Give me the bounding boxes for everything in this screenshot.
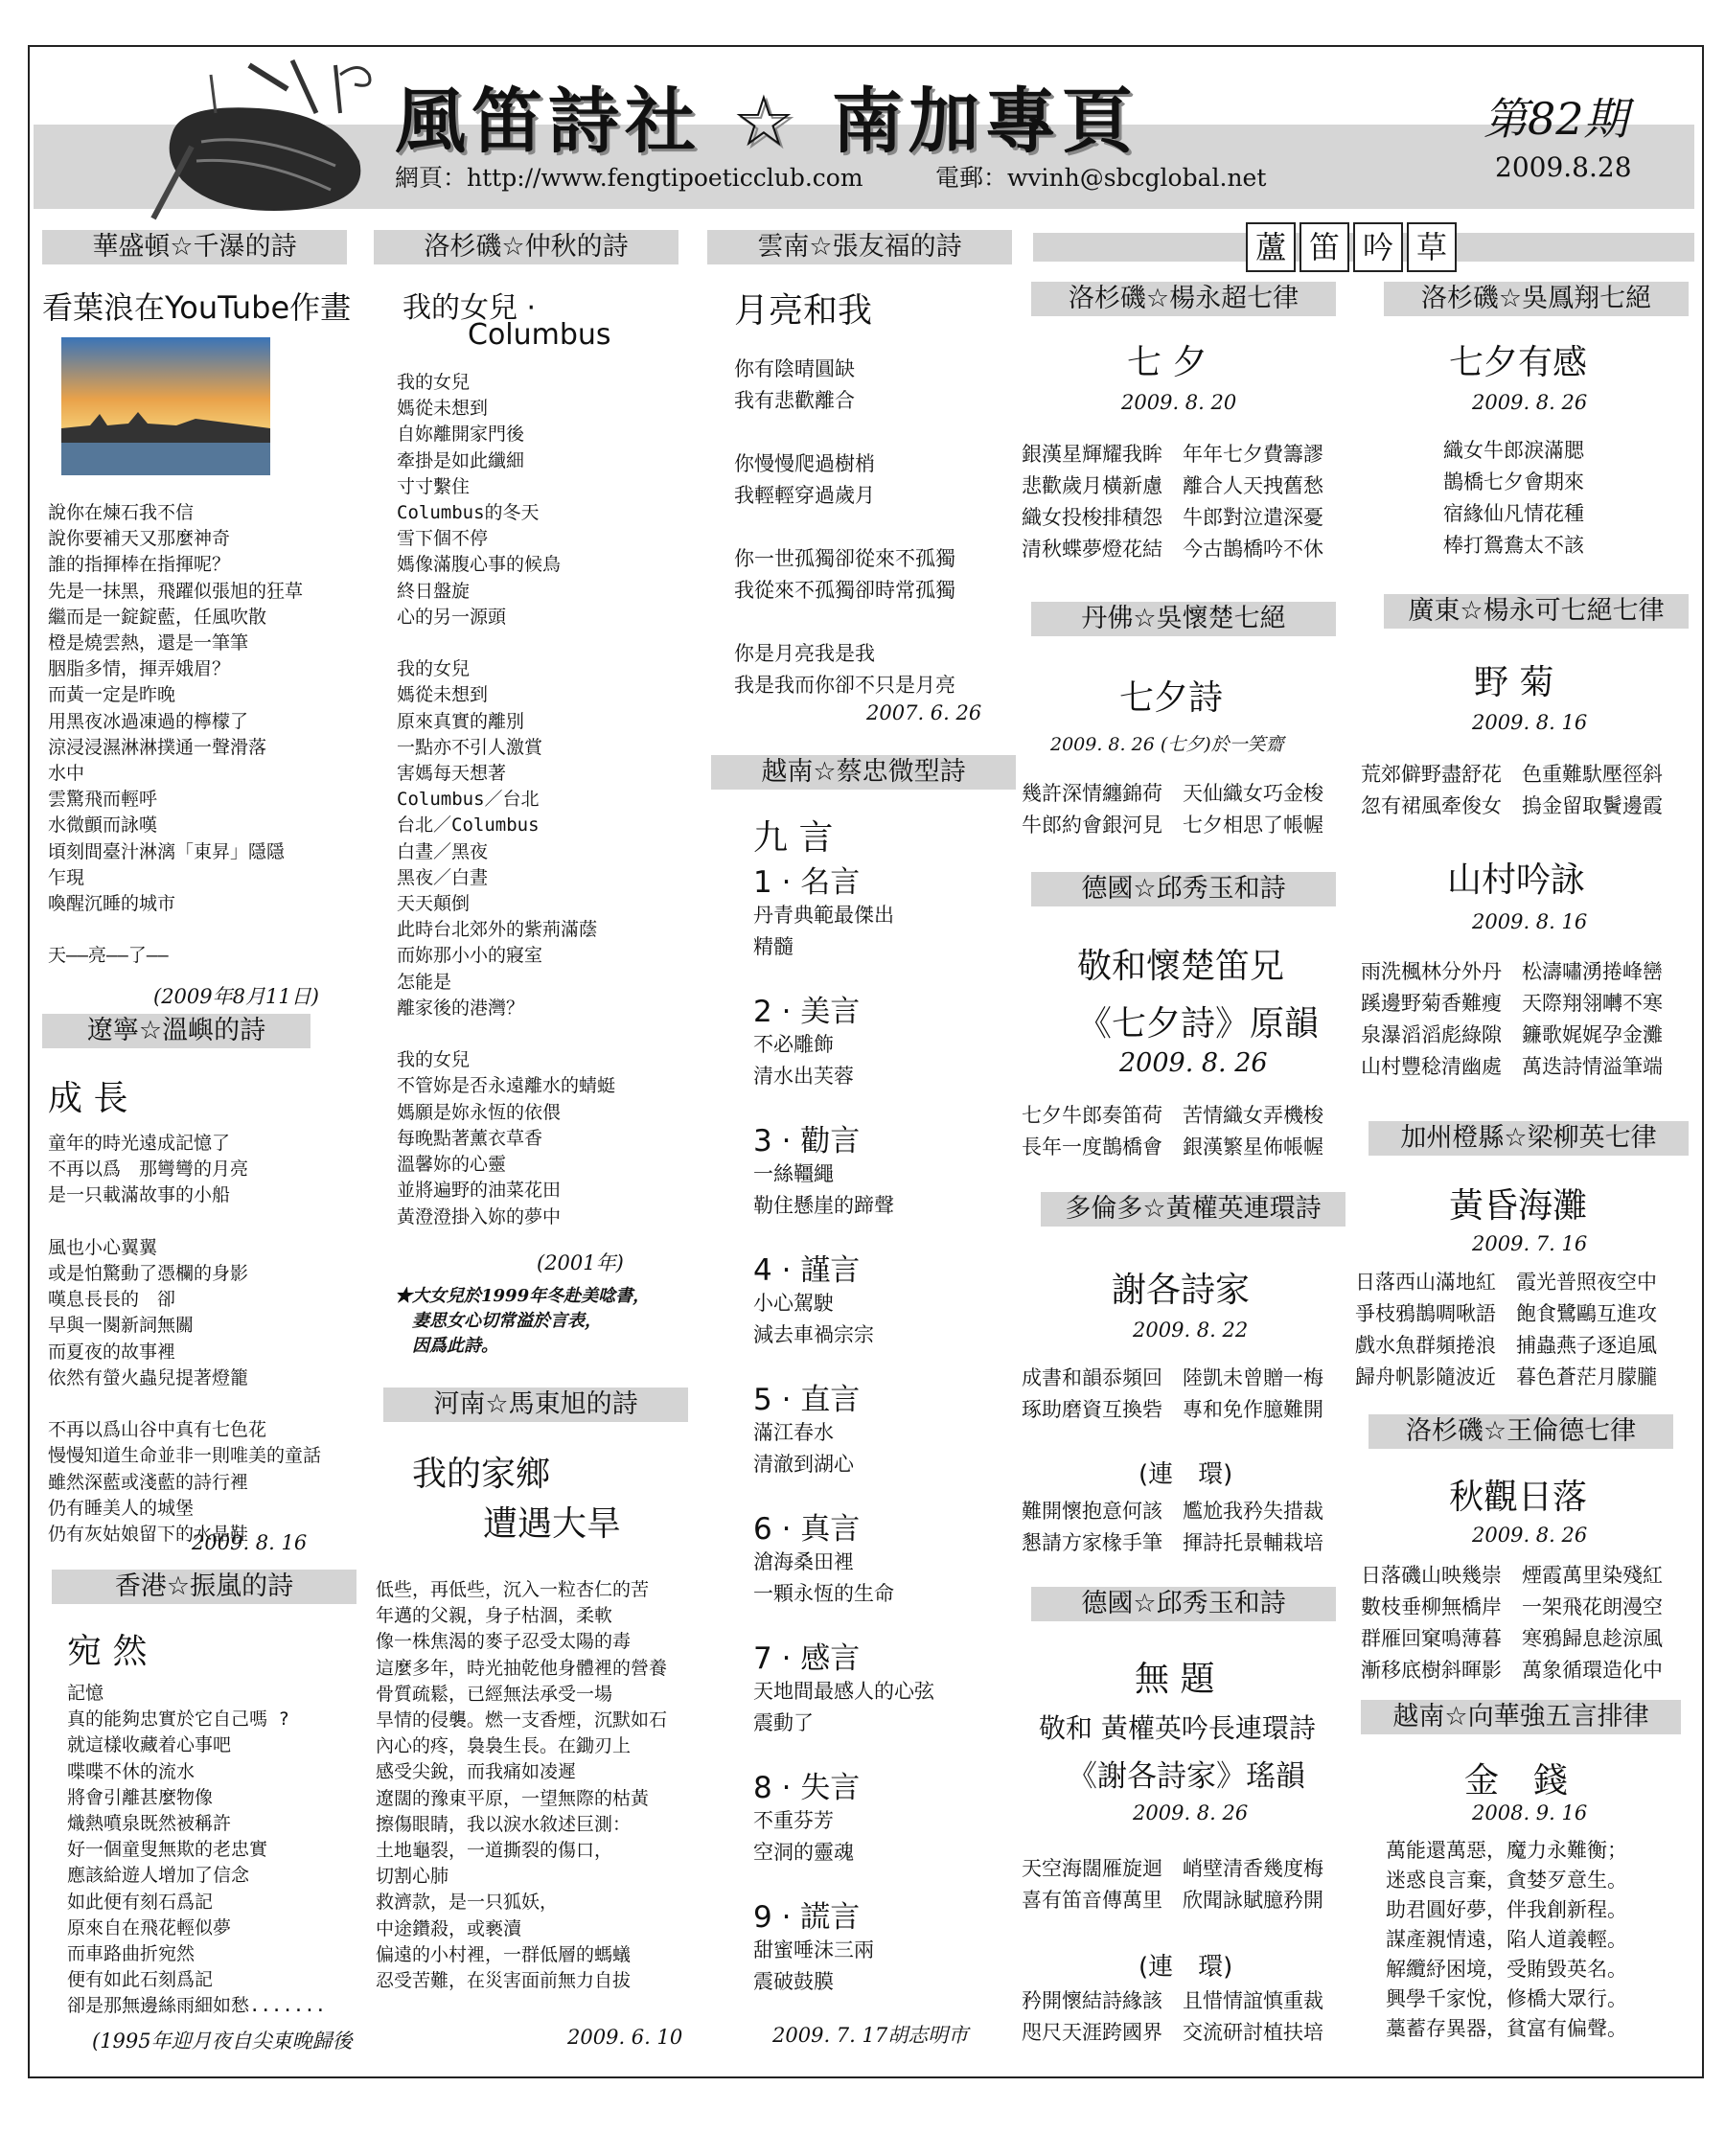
poem-date: 2009. 8. 26 [1472,1524,1588,1547]
poem-body: 成書和韻忝頻回 陸凱未曾贈一梅 琢助磨資互換砦 專和免作臆難開 [1022,1366,1323,1421]
section-heading: 多倫多☆黃權英連環詩 [1041,1192,1346,1227]
section-heading: 洛杉磯☆吳鳳翔七絕 [1384,282,1689,316]
microverse-body: 不必雕飾 清水出芙蓉 [753,1033,854,1088]
poem-date: 2009. 8. 22 [1133,1319,1249,1342]
poem-body: 說你在煉石我不信 說你要補天又那麼神奇 誰的指揮棒在指揮呢？ 先是一抹黑，飛躍似張旭的狂草 繼而是一錠錠藍，任風吹散 橙是燒雲熱，還是一筆筆 胭脂多情，揮弄娥眉？ 而黃一定是昨晚 用黑夜冰過凍過的檸檬了 涼浸浸濕淋淋撲通一聲滑落 水中 雲驚飛而輕呼 水微顫而詠嘆 頃刻間臺汁淋漓「東昇」隱隱 乍現 喚醒沉睡的城市 天——亮——了—— [48,502,304,967]
poem-title: 我的女兒 · [402,291,537,325]
poem-date: 2009. 6. 10 [567,2026,683,2049]
section-heading: 香港☆振嵐的詩 [52,1570,356,1604]
poem-title: 金 錢 [1464,1761,1569,1800]
section-heading: 德國☆邱秀玉和詩 [1031,1587,1336,1621]
bagpipe-icon [144,56,374,223]
microverse-body: 一絲韁繩 勒住懸崖的蹄聲 [753,1162,894,1217]
microverse-heading: 4 · 謹言 [753,1253,861,1288]
poem-date: 2009. 8. 16 [1472,711,1588,734]
poem-body: 日落磯山映幾崇 煙霞萬里染殘紅 數枝垂柳無橋岸 一架飛花朗漫空 群雁回窠鳴薄暮 寒鴉歸息趁涼風 漸移底樹斜暉影 萬象循環造化中 [1361,1564,1663,1682]
section-heading: 雲南☆張友福的詩 [707,230,1012,264]
issue-date: 2009.8.28 [1495,151,1632,183]
poem-date: (2001年) [537,1251,624,1274]
poem-body: 難開懷抱意何該 尷尬我矜失措裁 懇請方家椽手筆 揮詩托景輔栽培 [1022,1500,1323,1554]
poem-title: 七夕有感 [1449,343,1588,382]
poem-date: 2008. 9. 16 [1472,1801,1588,1824]
poem-title: 秋觀日落 [1449,1478,1588,1517]
section-heading: 丹佛☆吳懷楚七絕 [1031,602,1336,636]
microverse-heading: 6 · 真言 [753,1512,861,1547]
section-heading: 華盛頓☆千瀑的詩 [42,230,347,264]
microverse-heading: 2 · 美言 [753,995,861,1029]
poem-title: 七夕詩 [1119,678,1224,718]
website-link[interactable]: 網頁：http://www.fengtipoeticclub.com [395,164,863,192]
poem-date: (1995年迎月夜自尖東晚歸後 [92,2030,353,2053]
poem-date: 2009. 8. 16 [192,1531,308,1554]
microverse-heading: 7 · 感言 [753,1641,861,1676]
poem-title-line2: 敬和 黃權英吟長連環詩 [1039,1712,1316,1744]
poem-date: 2009. 7. 16 [1472,1232,1588,1255]
section-heading: 越南☆向華強五言排律 [1361,1700,1681,1734]
poem-title-line2: 《七夕詩》原韻 [1077,1004,1320,1044]
poem-body: 雨洗楓林分外丹 松濤嘯湧捲峰巒 蹊邊野菊香難瘦 天際翔翎囀不寒 泉瀑滔滔彪綠隙 鐮歌娓娓孕金灘 山村豐稔清幽處 萬迭詩情溢筆端 [1361,960,1663,1078]
poem-body: 荒郊僻野盡舒花 色重難馱壓徑斜 忽有裙風牽俊女 摀金留取鬢邊霞 [1361,763,1663,817]
page-title: 風笛詩社 ☆ 南加專頁 [395,80,1138,163]
poem-title: 謝各詩家 [1112,1271,1251,1310]
poem-title-line2: 遭遇大旱 [483,1504,622,1544]
ludi-char: 笛 [1300,222,1349,272]
poem-body: 記憶 真的能夠忠實於它自己嗎 ? 就這樣收藏着心事吧 喋喋不休的流水 將會引離甚麼物像 熾熱噴泉既然被稱許 好一個童叟無欺的老忠實 應該給遊人增加了信念 如此便有刻石爲記 原來自在飛花輕似夢 而車路曲折宛然 便有如此石刻爲記 卻是那無邊絲雨細如愁....... [67,1683,327,2017]
poem-date: 2009. 8. 26 (七夕)於一笑齋 [1050,734,1284,755]
poem-title: 看葉浪在YouTube作畫 [42,289,352,326]
issue-number: 第82期 [1484,93,1628,145]
linked-verse-label: (連 環) [1138,1953,1233,1982]
poem-body: 低些，再低些，沉入一粒杏仁的苦 年邁的父親，身子枯涸，柔軟 像一株焦渴的麥子忍受太陽的毒 這麼多年，時光抽乾他身體裡的營養 骨質疏鬆，已經無法承受一場 旱情的侵襲。燃一支香煙，沉默如石 內心的疼，裊裊生長。在鋤刃上 感受尖銳，而我痛如凌遲 遼闊的豫東平原，一望無際的枯黃 擦傷眼睛，我以淚水敘述巨測： 土地龜裂，一道撕裂的傷口， 切割心肺 救濟款，是一只狐妖， 中途鑽殺，或褻瀆 偏遠的小村裡，一群低層的螞蟻 忍受苦難，在災害面前無力自拔 [376,1579,668,1992]
poem-body: 幾許深情纏錦荷 天仙織女巧金梭 牛郎約會銀河見 七夕相思了帳幄 [1022,782,1323,837]
microverse-body: 滿江春水 清澈到湖心 [753,1421,854,1476]
poem-title: 九 言 [753,818,834,858]
microverse-body: 滄海桑田裡 一顆永恆的生命 [753,1550,894,1605]
poem-body: 七夕牛郎奏笛荷 苦情織女弄機梭 長年一度鵲橋會 銀漢繁星佈帳幄 [1022,1104,1323,1158]
poem-body: 萬能還萬惡，魔力永難衡； 迷惑良言棄，貪婪歹意生。 助君圓好夢，伴我創新程。 謀產親情遠，陷人道義輕。 解纜紓困境，受賄毀英名。 興學千家悅，修橋大眾行。 藁蓄存異器，貧富有偏聲。 [1386,1839,1627,2040]
poem-title: 宛 然 [67,1632,148,1671]
poem-title: 月亮和我 [734,291,873,331]
poem-date: 2009. 7. 17胡志明市 [772,2024,969,2047]
microverse-body: 丹青典範最傑出 精髓 [753,904,894,958]
microverse-heading: 1 · 名言 [753,865,861,900]
ludi-char: 蘆 [1246,222,1296,272]
section-heading: 河南☆馬東旭的詩 [383,1388,688,1422]
section-heading: 越南☆蔡忠微型詩 [711,755,1016,790]
poem-title-line2: Columbus [468,318,611,352]
poem-title: 七 夕 [1127,343,1208,382]
poem-body: 你有陰晴圓缺 我有悲歡離合 你慢慢爬過樹梢 我輕輕穿過歲月 你一世孤獨卻從來不孤獨 我從來不孤獨卻時常孤獨 你是月亮我是我 我是我而你卻不只是月亮 [734,357,955,697]
sunset-painting [61,337,270,475]
section-heading: 德國☆邱秀玉和詩 [1031,872,1336,906]
poem-body: 織女牛郎淚滿腮 鵲橋七夕會期來 宿緣仙凡情花種 棒打鴛鴦太不該 [1443,439,1584,557]
poem-title: 野 菊 [1474,663,1554,702]
poem-date: 2009. 8. 26 [1472,391,1588,414]
email-link[interactable]: 電郵：wvinh@sbcglobal.net [935,164,1267,192]
microverse-heading: 9 · 謊言 [753,1900,861,1935]
microverse-body: 天地間最感人的心弦 震動了 [753,1680,934,1734]
poem-body: 日落西山滿地紅 霞光普照夜空中 爭枝鴉鵲啁啾語 飽食鷺鷗互進攻 戲水魚群頻捲浪 捕蟲燕子逐追風 歸舟帆影隨波近 暮色蒼茫月朦朧 [1355,1271,1657,1388]
poem-title: 無 題 [1135,1660,1215,1699]
poem-body: 天空海闊雁旋迴 峭壁清香幾度梅 喜有笛音傳萬里 欣聞詠賦臆矜開 [1022,1857,1323,1912]
ludi-char: 草 [1407,222,1457,272]
section-heading: 洛杉磯☆仲秋的詩 [374,230,678,264]
microverse-body: 小心駕駛 減去車禍宗宗 [753,1292,874,1346]
section-heading: 洛杉磯☆楊永超七律 [1031,282,1336,316]
microverse-body: 不重芬芳 空洞的靈魂 [753,1809,854,1864]
ludi-char: 吟 [1353,222,1403,272]
microverse-heading: 5 · 直言 [753,1383,861,1417]
poem-title: 山村吟詠 [1447,860,1586,900]
poem-body: 童年的時光遠成記憶了 不再以爲 那彎彎的月亮 是一只載滿故事的小船 風也小心翼翼 或是怕驚動了憑欄的身影 嘆息長長的 卻 早與一闋新詞無關 而夏夜的故事裡 依然有螢火蟲兒提著燈籠 不再以爲山谷中真有七色花 慢慢知道生命並非一則唯美的童話 雖然深藍或淺藍的詩行裡 仍有睡美人的城堡 仍有灰姑娘留下的水晶鞋 [48,1133,322,1546]
author-note: ★大女兒於1999年冬赴美唸書， 妻思女心切常溢於言表， 因爲此詩。 [395,1286,651,1356]
poem-date: (2009年8月11日) [153,985,319,1008]
poem-title: 敬和懷楚笛兄 [1077,947,1285,986]
poem-body: 矜開懷結詩緣該 且惜情誼慎重裁 咫尺天涯跨國界 交流研討植扶培 [1022,1989,1323,2044]
ludi-heading [1246,222,1457,272]
poem-date: 2009. 8. 26 [1133,1801,1249,1824]
poem-date: 2009. 8. 16 [1472,910,1588,933]
poem-title: 成 長 [48,1079,128,1118]
section-heading: 廣東☆楊永可七絕七律 [1384,594,1689,629]
microverse-heading: 3 · 勸言 [753,1124,861,1158]
section-heading: 加州橙縣☆梁柳英七律 [1368,1121,1689,1156]
section-heading: 遼寧☆溫嶼的詩 [42,1014,310,1048]
poem-body: 銀漢星輝耀我眸 年年七夕費籌謬 悲歡歲月橫新慮 離合人天拽舊愁 織女投梭排積怨 牛郎對泣遣深憂 清秋蝶夢燈花結 今古鵲橋吟不休 [1022,443,1323,561]
poem-date: 2007. 6. 26 [866,701,982,724]
poem-title: 我的家鄉 [412,1455,551,1494]
poem-date: 2009. 8. 26 [1119,1048,1268,1078]
microverse-body: 甜蜜唾沫三兩 震破鼓膜 [753,1938,874,1993]
linked-verse-label: (連 環) [1138,1460,1233,1489]
poem-title: 黃昏海灘 [1449,1186,1588,1226]
microverse-heading: 8 · 失言 [753,1771,861,1805]
section-heading: 洛杉磯☆王倫德七律 [1368,1414,1673,1449]
poem-date: 2009. 8. 20 [1121,391,1237,414]
poem-title-line3: 《謝各詩家》瑤韻 [1068,1759,1305,1794]
poem-body: 我的女兒 媽從未想到 自妳離開家門後 牽掛是如此纖細 寸寸繫住 Columbus的冬天 雪下個不停 媽像滿腹心事的候鳥 終日盤旋 心的另一源頭 我的女兒 媽從未想到 原來真實的離別 一點亦不引人激賞 害媽每天想著 Columbus／台北 台北／Columbus 白晝／黑夜 黑夜／白晝 天天顛倒 此時台北郊外的紫荊滿蔭 而妳那小小的寢室 怎能是 離家後的港灣？ 我的女兒 不管妳是否永遠離水的蜻蜓 媽願是妳永恆的依偎 每晚點著薰衣草香 溫馨妳的心靈 並將遍野的油菜花田 黃澄澄掛入妳的夢中 [397,372,616,1227]
